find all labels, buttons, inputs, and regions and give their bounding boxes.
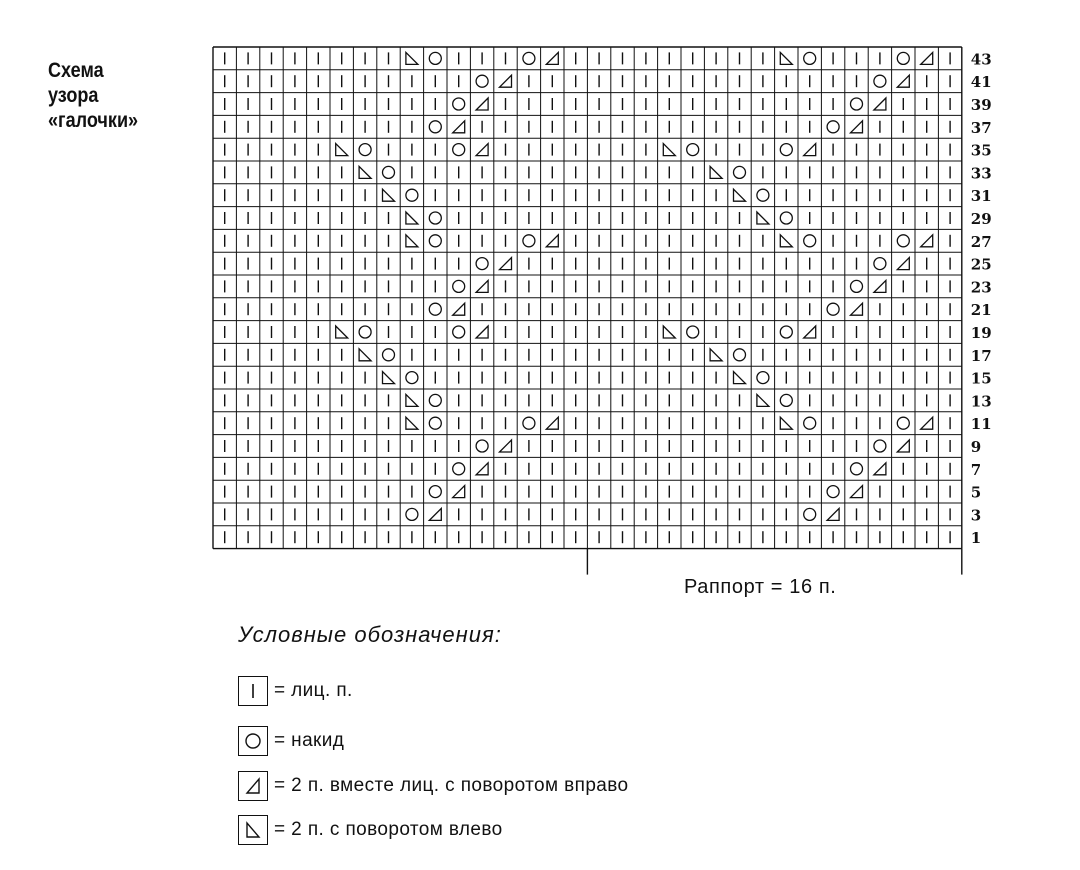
row-number: 37 [970, 118, 992, 137]
yarn-over-mark [429, 486, 441, 498]
k2tog-left-mark [406, 417, 418, 429]
yarn-over-mark [851, 463, 863, 475]
yarn-over-mark [687, 326, 699, 338]
row-number: 17 [970, 346, 992, 365]
row-number: 3 [970, 506, 982, 525]
title-line-1: Схема [48, 59, 104, 82]
k2tog-left-mark [780, 417, 792, 429]
row-number: 33 [970, 164, 992, 183]
yarn-over-mark [780, 394, 792, 406]
row-number: 27 [970, 232, 992, 251]
yarn-over-mark [734, 166, 746, 178]
yarn-over-mark [453, 144, 465, 156]
yarn-over-mark [804, 235, 816, 247]
yarn-over-mark [406, 508, 418, 520]
legend-item-knit [238, 676, 353, 706]
k2tog-left-mark [757, 212, 769, 224]
k2tog-left-mark [406, 394, 418, 406]
yarn-over-mark [827, 486, 839, 498]
yarn-over-mark [523, 235, 535, 247]
yarn-over-mark [897, 52, 909, 64]
k2tog-right-mark [546, 52, 558, 64]
legend-heading: Условные обозначения: [238, 622, 502, 647]
yarn-over-mark [406, 189, 418, 201]
k2tog-right-mark [500, 75, 512, 87]
yarn-over-mark [453, 280, 465, 292]
k2tog-left-mark [757, 394, 769, 406]
yarn-over-mark [851, 280, 863, 292]
k2tog-right-mark [851, 486, 863, 498]
yarn-over-mark [874, 258, 886, 270]
row-number: 19 [970, 324, 992, 342]
k2tog-left-mark [734, 372, 746, 384]
yarn-over-mark [453, 98, 465, 110]
k2tog-right-mark [476, 326, 488, 338]
k2tog-left-mark [359, 166, 371, 178]
legend-item-yarn-over [238, 726, 344, 756]
yarn-over-mark [359, 144, 371, 156]
k2tog-right-mark [897, 440, 909, 452]
yarn-over-mark [429, 121, 441, 133]
k2tog-right-mark [851, 303, 863, 315]
k2tog-right-mark [921, 417, 933, 429]
k2tog-left-mark [663, 144, 675, 156]
yarn-over-mark [476, 258, 488, 270]
rapport-label: Раппорт = 16 п. [684, 576, 837, 598]
yarn-over-mark [687, 144, 699, 156]
row-number: 1 [970, 529, 982, 548]
yarn-over-mark [383, 166, 395, 178]
k2tog-right-mark [874, 98, 886, 110]
yarn-over-mark [804, 417, 816, 429]
yarn-over-mark [897, 417, 909, 429]
yarn-over-mark [453, 463, 465, 475]
yarn-over-mark [780, 144, 792, 156]
k2tog-right-mark [921, 235, 933, 247]
k2tog-right-mark [500, 440, 512, 452]
yarn-over-mark [406, 372, 418, 384]
row-number: 21 [970, 301, 992, 320]
yarn-over-mark [827, 121, 839, 133]
yarn-over-mark [476, 440, 488, 452]
row-number: 7 [970, 460, 982, 479]
k2tog-left-mark [710, 349, 722, 361]
yarn-over-mark [780, 326, 792, 338]
k2tog-right-mark [476, 144, 488, 156]
k2tog-right-mark [546, 235, 558, 247]
k2tog-right-mark [827, 508, 839, 520]
k2tog-right-mark [804, 326, 816, 338]
row-number: 31 [970, 187, 992, 206]
row-number: 25 [970, 255, 992, 274]
row-number: 15 [970, 369, 992, 388]
yarn-over-mark [757, 189, 769, 201]
k2tog-right-mark [500, 258, 512, 270]
knit-icon [238, 676, 268, 706]
row-number: 39 [970, 96, 992, 114]
row-number: 43 [970, 50, 992, 69]
yarn-over-mark [429, 52, 441, 64]
k2tog-left-mark [406, 52, 418, 64]
k2tog-left-mark [780, 52, 792, 64]
title-line-3: «галочки» [48, 109, 139, 132]
k2tog-left-mark [336, 326, 348, 338]
k2tog-left-mark [780, 235, 792, 247]
k2tog-right-icon [238, 771, 268, 801]
k2tog-left-mark [734, 189, 746, 201]
yarn-over-mark [780, 212, 792, 224]
k2tog-left-mark [710, 166, 722, 178]
yarn-over-mark [359, 326, 371, 338]
yarn-over-mark [897, 235, 909, 247]
k2tog-left-mark [383, 189, 395, 201]
yarn-over-mark [383, 349, 395, 361]
row-number: 35 [970, 141, 992, 160]
k2tog-right-mark [476, 463, 488, 475]
k2tog-left-icon [238, 815, 268, 845]
k2tog-right-mark [476, 280, 488, 292]
k2tog-right-mark [851, 121, 863, 133]
yarn-over-mark [804, 508, 816, 520]
yarn-over-mark [874, 440, 886, 452]
k2tog-right-mark [476, 98, 488, 110]
k2tog-left-mark [359, 349, 371, 361]
k2tog-right-mark [897, 258, 909, 270]
k2tog-right-mark [453, 486, 465, 498]
yarn-over-mark [429, 235, 441, 247]
row-number: 23 [970, 278, 992, 297]
k2tog-right-mark [453, 121, 465, 133]
title-line-2: узора [48, 84, 99, 107]
k2tog-left-mark [336, 144, 348, 156]
k2tog-right-mark [546, 417, 558, 429]
k2tog-right-mark [897, 75, 909, 87]
row-number: 13 [970, 392, 992, 411]
k2tog-left-mark [663, 326, 675, 338]
k2tog-left-mark [383, 372, 395, 384]
yarn-over-mark [429, 394, 441, 406]
yarn-over-mark [453, 326, 465, 338]
k2tog-right-mark [429, 508, 441, 520]
yarn-over-mark [523, 52, 535, 64]
k2tog-right-mark [874, 463, 886, 475]
legend-text-knit: = лиц. п. [274, 680, 353, 701]
legend-text-k2tog-left: = 2 п. с поворотом влево [274, 819, 503, 840]
yarn-over-mark [851, 98, 863, 110]
yarn-over-mark [429, 212, 441, 224]
legend-text-k2tog-right: = 2 п. вместе лиц. с поворотом вправо [274, 775, 629, 796]
yarn-over-mark [429, 303, 441, 315]
legend-text-yarn-over: = накид [274, 730, 345, 751]
k2tog-right-mark [453, 303, 465, 315]
yarn-over-icon [238, 726, 268, 756]
yarn-over-mark [757, 372, 769, 384]
row-number: 11 [970, 415, 992, 434]
legend-item-k2tog-left [238, 815, 503, 845]
yarn-over-mark [874, 75, 886, 87]
k2tog-left-mark [406, 212, 418, 224]
yarn-over-mark [476, 75, 488, 87]
row-number: 9 [970, 438, 982, 456]
k2tog-right-mark [874, 280, 886, 292]
legend-item-k2tog-right [238, 771, 629, 801]
k2tog-right-mark [804, 144, 816, 156]
yarn-over-mark [523, 417, 535, 429]
row-number: 41 [970, 73, 992, 92]
row-number: 29 [970, 210, 992, 228]
yarn-over-mark [429, 417, 441, 429]
k2tog-right-mark [921, 52, 933, 64]
yarn-over-mark [827, 303, 839, 315]
row-number: 5 [970, 483, 982, 502]
k2tog-left-mark [406, 235, 418, 247]
yarn-over-mark [734, 349, 746, 361]
yarn-over-mark [804, 52, 816, 64]
